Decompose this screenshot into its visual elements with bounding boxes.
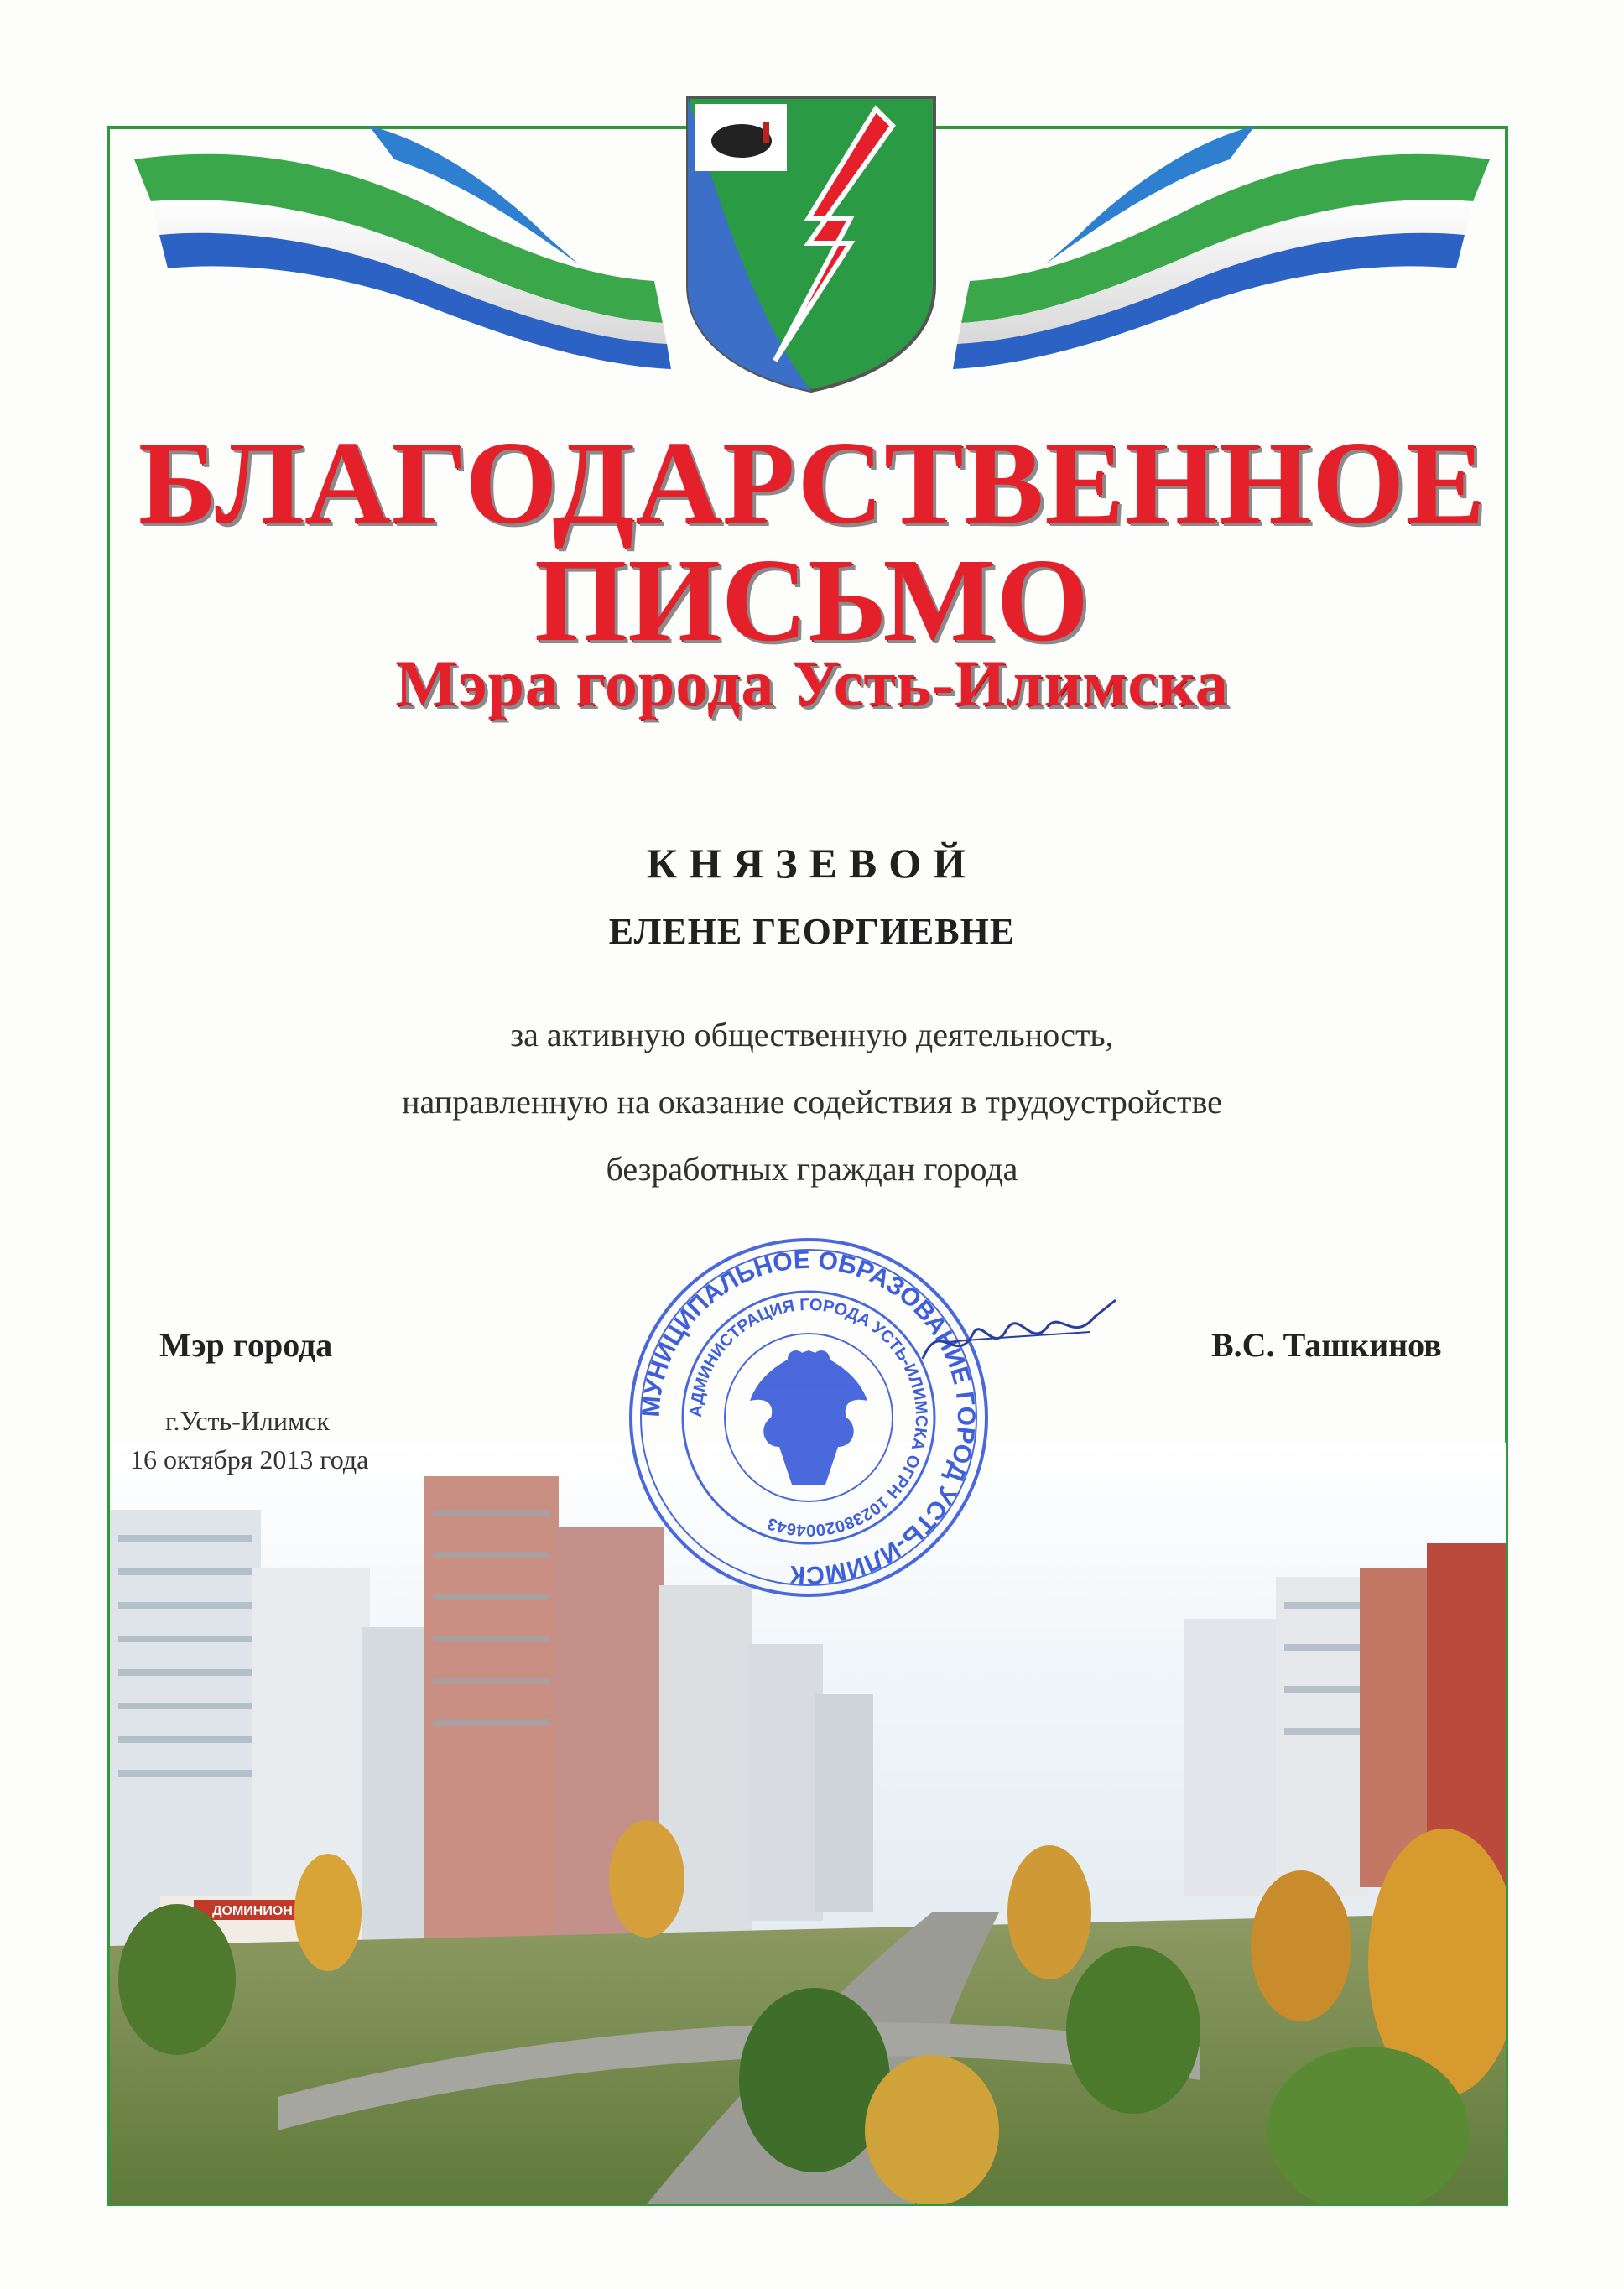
stamp-inner-text: АДМИНИСТРАЦИЯ ГОРОДА УСТЬ-ИЛИМСКА ОГРН 1023802004643 [686,1295,931,1540]
handwritten-signature [914,1292,1124,1384]
official-stamp [624,1233,993,1602]
signatory-name: В.С. Ташкинов [1211,1326,1442,1364]
title-line-2: ПИСЬМО [534,533,1090,666]
body-line-2: направленную на оказание содействия в трудоустройстве [402,1083,1222,1121]
subtitle: Мэра города Усть-Илимска [395,647,1229,720]
body-line-3: безработных граждан города [606,1150,1018,1188]
title-line-1: БЛАГОДАРСТВЕННОЕ [138,416,1486,549]
coat-of-arms [683,92,940,394]
recipient-first-names: ЕЛЕНЕ ГЕОРГИЕВНЕ [608,911,1016,952]
recipient-last-name: КНЯЗЕВОЙ [646,840,978,887]
issue-date: 16 октября 2013 года [130,1444,369,1475]
eagle-emblem [750,1350,867,1485]
shop-sign: ДОМИНИОН [212,1904,293,1918]
body-line-1: за активную общественную деятельность, [510,1016,1114,1053]
issue-place: г.Усть-Илимск [165,1406,330,1436]
signatory-position: Мэр города [159,1326,333,1364]
stamp-outer-text: МУНИЦИПАЛЬНОЕ ОБРАЗОВАНИЕ ГОРОД УСТЬ-ИЛИМСК [637,1246,981,1589]
